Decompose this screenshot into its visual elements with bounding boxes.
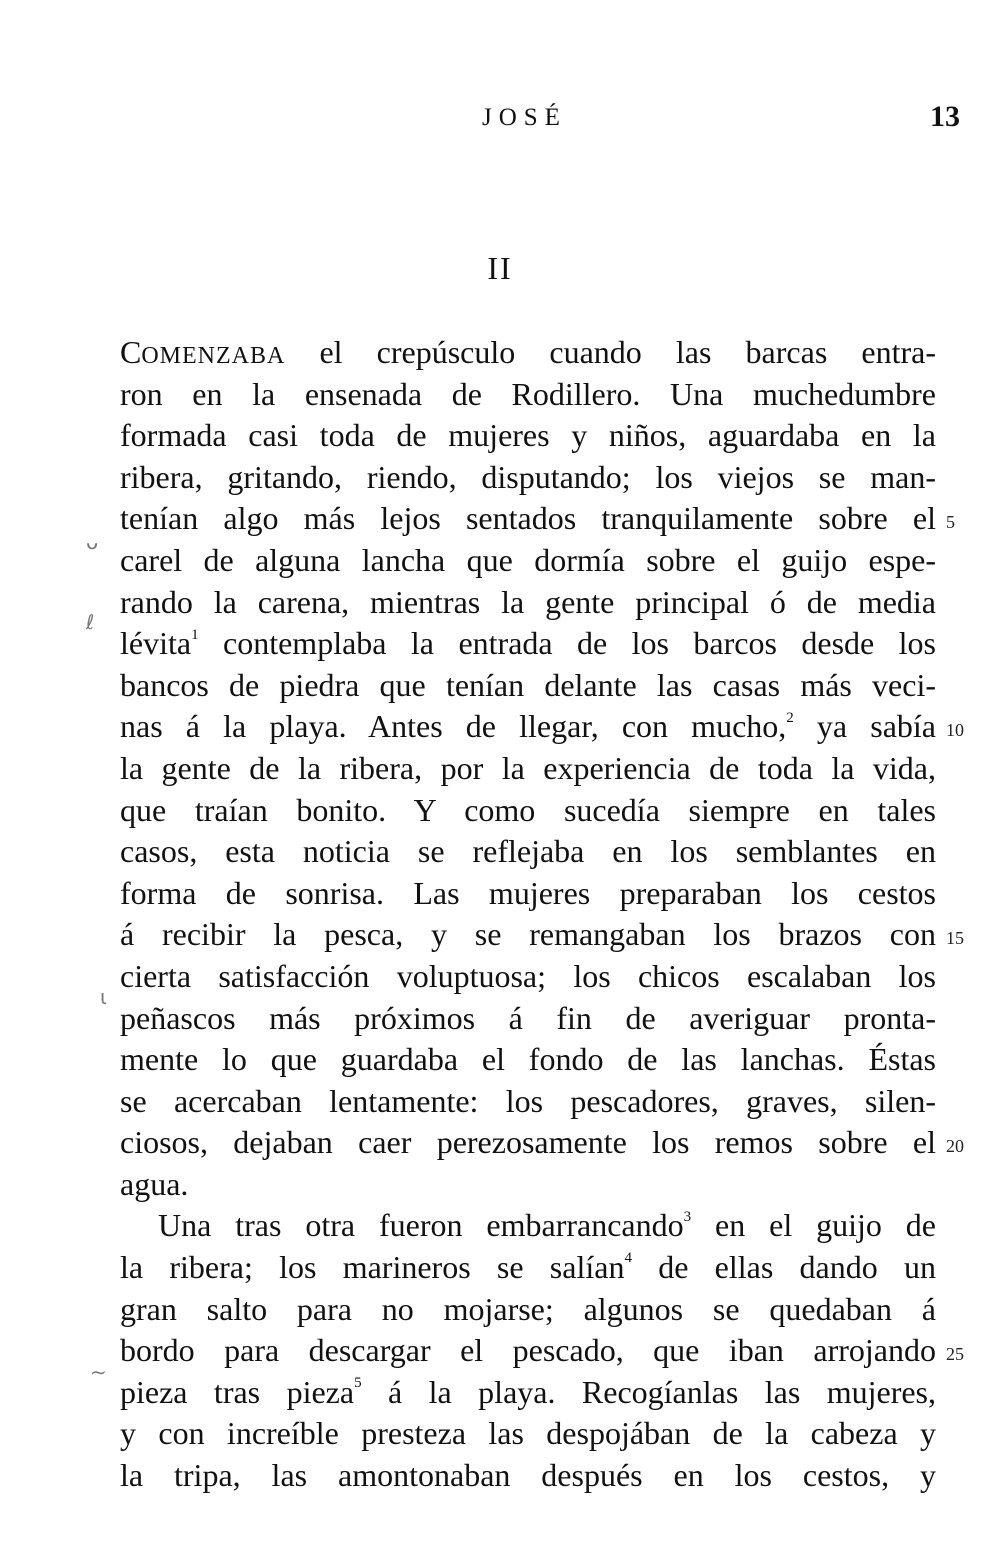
text-span: en el guijo de [691, 1207, 936, 1244]
text-span: la gente de la ribera, por la experiencia de toda la vida, [120, 749, 936, 786]
page-number: 13 [930, 100, 960, 133]
text-line [120, 748, 936, 790]
text-line [120, 498, 936, 540]
pencil-mark: ᴗ [86, 530, 99, 554]
text-line [120, 540, 936, 582]
text-span: se acercaban lentamente: los pescadores, graves, silen- [120, 1082, 936, 1119]
text-span: formada casi toda de mujeres y niños, aguardaba en la [120, 417, 936, 454]
text-span: contemplaba la entrada de los barcos desde los [198, 625, 936, 662]
text-line [120, 1455, 936, 1497]
line-number: 15 [946, 928, 964, 949]
text-line [120, 956, 936, 998]
text-line [120, 1164, 936, 1206]
pencil-mark: ℓ [86, 610, 95, 634]
footnote-ref: 4 [624, 1250, 632, 1267]
text-span: nas á la playa. Antes de llegar, con mucho, [120, 708, 787, 745]
footnote-ref: 1 [191, 626, 199, 643]
text-span: rando la carena, mientras la gente principal ó de media [120, 583, 936, 620]
text-line [120, 374, 936, 416]
text-line [120, 582, 936, 624]
text-line [120, 914, 936, 956]
text-line [120, 1039, 936, 1081]
text-span: que traían bonito. Y como sucedía siempre en tales [120, 791, 936, 828]
text-line [120, 706, 936, 748]
text-line [120, 623, 936, 665]
running-head [0, 100, 1000, 140]
text-span: ciosos, dejaban caer perezosamente los remos sobre el [120, 1124, 936, 1161]
text-line [120, 1413, 936, 1455]
text-span: pieza tras pieza [120, 1373, 355, 1410]
text-span: peñascos más próximos á fin de averiguar pronta- [120, 999, 936, 1036]
text-span: lévita [120, 625, 192, 662]
text-span: de ellas dando un [631, 1249, 937, 1286]
text-span: á recibir la pesca, y se remangaban los brazos con [120, 916, 936, 953]
line-number: 10 [946, 720, 964, 741]
text-span: el crepúsculo cuando las barcas entra- [285, 334, 936, 370]
pencil-mark: ɩ [100, 985, 107, 1009]
text-span: Una tras otra fueron embarrancando [158, 1207, 684, 1244]
text-line [120, 998, 936, 1040]
text-line [120, 1372, 936, 1414]
text-span: y con increíble presteza las despojában de la cabeza y [120, 1415, 936, 1452]
body-text [120, 332, 936, 1497]
text-line [120, 1081, 936, 1123]
text-line [120, 831, 936, 873]
running-head-title: JOSÉ [482, 104, 567, 131]
text-span: cierta satisfacción voluptuosa; los chicos escalaban los [120, 957, 936, 994]
text-line [120, 457, 936, 499]
text-line [120, 1205, 936, 1247]
text-span: carel de alguna lancha que dormía sobre el guijo espe- [120, 541, 936, 578]
text-span: la ribera; los marineros se salían [120, 1249, 625, 1286]
text-line [120, 665, 936, 707]
footnote-ref: 5 [354, 1375, 362, 1392]
pencil-mark: ∼ [90, 1360, 107, 1384]
text-span: ya sabía [793, 708, 937, 745]
chapter-heading: II [487, 250, 513, 286]
text-span: mente lo que guardaba el fondo de las lanchas. Éstas [120, 1041, 936, 1078]
text-span: la tripa, las amontonaban después en los cestos, y [120, 1457, 936, 1494]
text-span: ribera, gritando, riendo, disputando; los viejos se man- [120, 458, 936, 495]
text-line [120, 1247, 936, 1289]
line-number: 20 [946, 1136, 964, 1157]
text-line [120, 1289, 936, 1331]
text-span: ron en la ensenada de Rodillero. Una muchedumbre [120, 375, 936, 412]
text-span: tenían algo más lejos sentados tranquilamente sobre el [120, 500, 936, 537]
text-line [120, 790, 936, 832]
text-span: á la playa. Recogíanlas las mujeres, [361, 1373, 937, 1410]
footnote-ref: 3 [683, 1208, 692, 1225]
text-span: forma de sonrisa. Las mujeres preparaban los cestos [120, 874, 936, 911]
text-line [120, 1330, 936, 1372]
text-line [120, 873, 936, 915]
footnote-ref: 2 [786, 709, 794, 726]
line-number: 5 [946, 512, 955, 533]
text-line [120, 415, 936, 457]
initial-capital: C [120, 334, 142, 370]
text-span: bordo para descargar el pescado, que iban arrojando [120, 1332, 936, 1369]
text-span: bancos de piedra que tenían delante las casas más veci- [120, 666, 936, 703]
text-span: agua. [120, 1165, 189, 1202]
small-caps-text: OMENZABA [141, 343, 286, 369]
text-span: casos, esta noticia se reflejaba en los semblantes en [120, 833, 936, 870]
text-span: gran salto para no mojarse; algunos se quedaban á [120, 1290, 936, 1327]
line-number: 25 [946, 1344, 964, 1365]
text-line [120, 332, 936, 374]
text-line [120, 1122, 936, 1164]
